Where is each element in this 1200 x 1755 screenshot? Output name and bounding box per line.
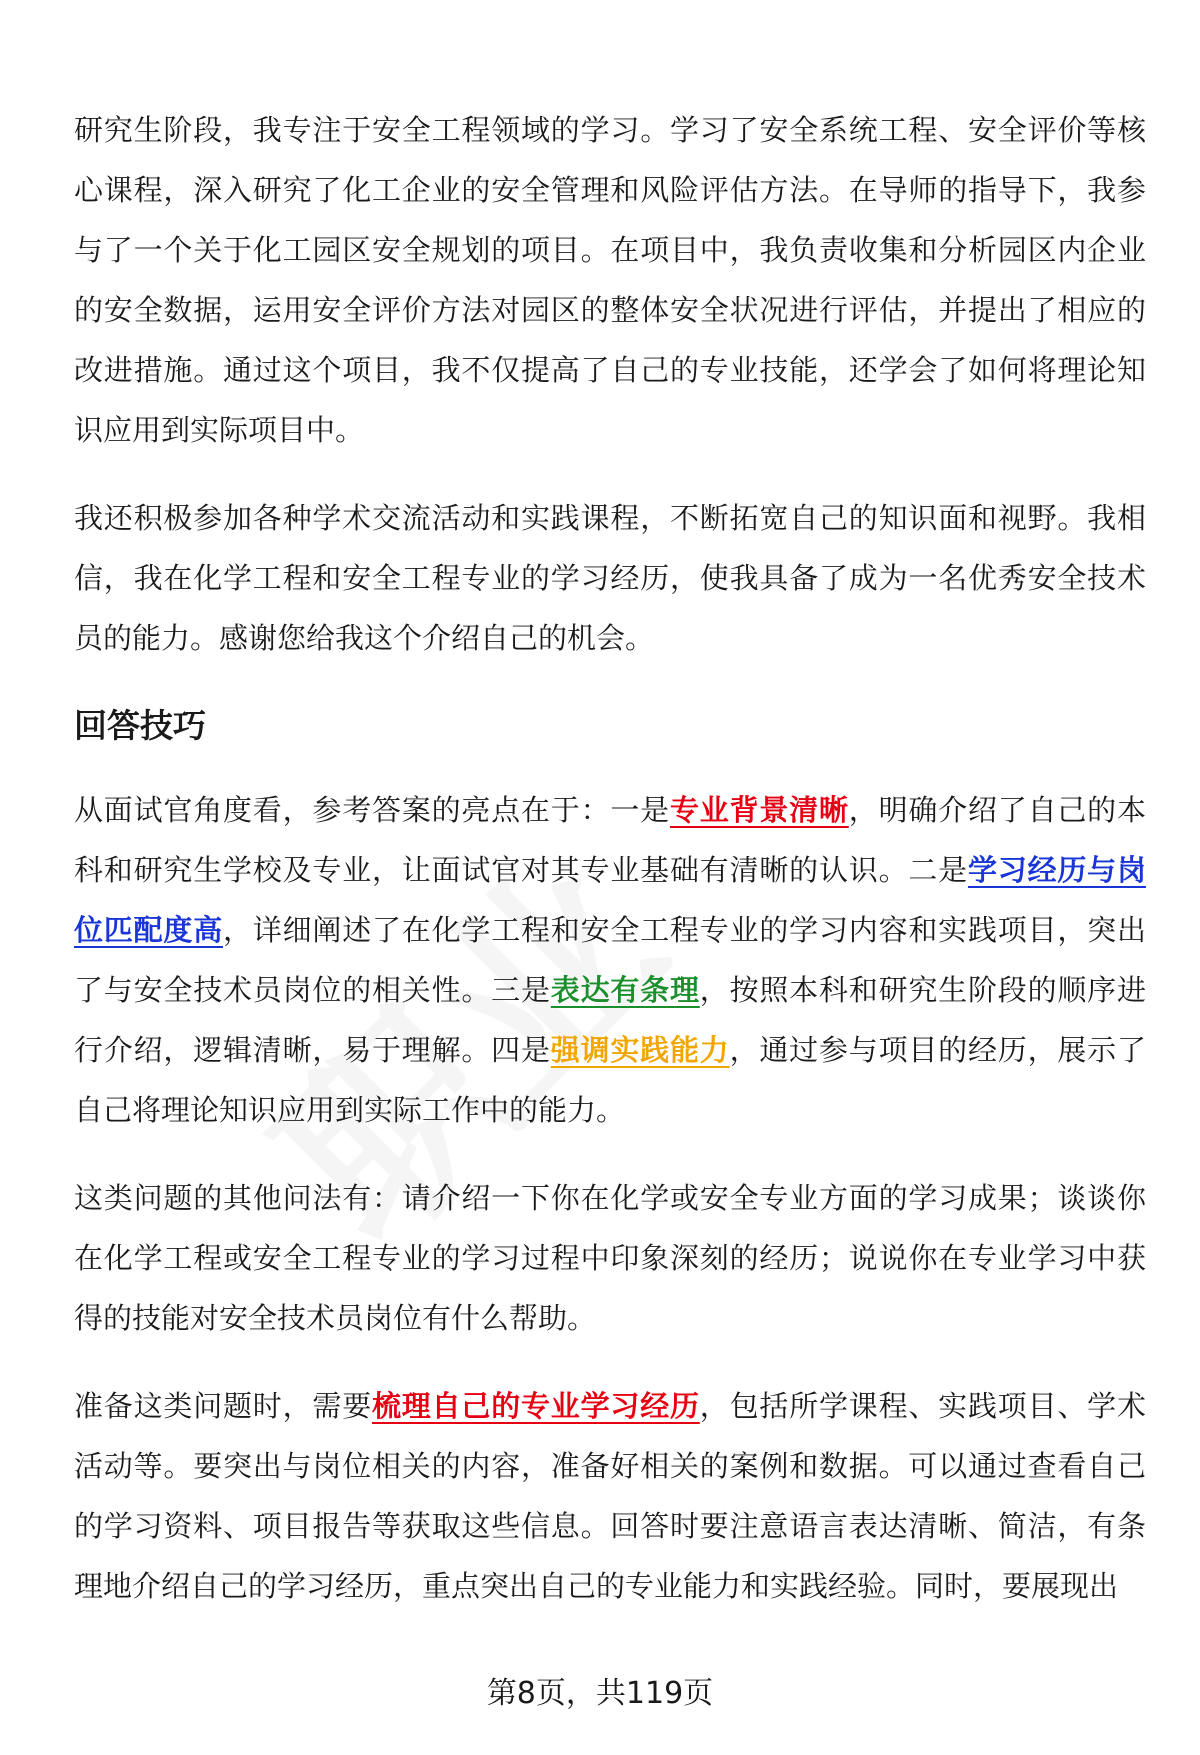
tips-paragraph-2: 这类问题的其他问法有：请介绍一下你在化学或安全专业方面的学习成果；谈谈你在化学工程或安全工程专业的学习过程中印象深刻的经历；说说你在专业学习中获得的技能对安全技术员岗位有什么帮助。: [74, 1181, 1146, 1335]
text-run: ，明确介绍了自己的本科和研究生学校及专业，让面试官对其专业基础有清晰的认识。二是: [74, 793, 1146, 887]
highlight-job-match: 学习经历与岗位匹配度高: [74, 853, 1146, 947]
tips-paragraph-3: [74, 1376, 1146, 1616]
page-number: 第8页，共119页: [486, 1676, 714, 1711]
section-title: 回答技巧: [74, 706, 206, 745]
text-run: ，通过参与项目的经历，展示了自己将理论知识应用到实际工作中的能力。: [74, 1033, 1146, 1127]
text-run: ，包括所学课程、实践项目、学术活动等。要突出与岗位相关的内容，准备好相关的案例和数据。可以通过查看自己的学习资料、项目报告等获取这些信息。回答时要注意语言表达清晰、简洁，有条理地介绍自己的学习经历，重点突出自己的专业能力和实践经验。同时，要展现出: [74, 1389, 1146, 1603]
tips-paragraph-1: [74, 780, 1146, 1140]
document-page: [74, 100, 1146, 1644]
highlight-sort-experience: 梳理自己的专业学习经历: [372, 1389, 700, 1423]
intro-paragraph-2: 我还积极参加各种学术交流活动和实践课程，不断拓宽自己的知识面和视野。我相信，我在化学工程和安全工程专业的学习经历，使我具备了成为一名优秀安全技术员的能力。感谢您给我这个介绍自己的机会。: [74, 501, 1146, 655]
highlight-professional-background: 专业背景清晰: [669, 793, 849, 827]
highlight-practice-ability: 强调实践能力: [550, 1033, 730, 1067]
text-run: 从面试官角度看，参考答案的亮点在于：一是: [74, 793, 670, 827]
text-run: ，按照本科和研究生阶段的顺序进行介绍，逻辑清晰，易于理解。四是: [74, 973, 1146, 1067]
text-run: ，详细阐述了在化学工程和安全工程专业的学习内容和实践项目，突出了与安全技术员岗位的相关性。三是: [74, 913, 1146, 1007]
highlight-organized-expression: 表达有条理: [550, 973, 700, 1007]
intro-paragraph-1: 研究生阶段，我专注于安全工程领域的学习。学习了安全系统工程、安全评价等核心课程，深入研究了化工企业的安全管理和风险评估方法。在导师的指导下，我参与了一个关于化工园区安全规划的项目。在项目中，我负责收集和分析园区内企业的安全数据，运用安全评价方法对园区的整体安全状况进行评估，并提出了相应的改进措施。通过这个项目，我不仅提高了自己的专业技能，还学会了如何将理论知识应用到实际项目中。: [74, 113, 1146, 447]
text-run: 准备这类问题时，需要: [74, 1389, 372, 1423]
